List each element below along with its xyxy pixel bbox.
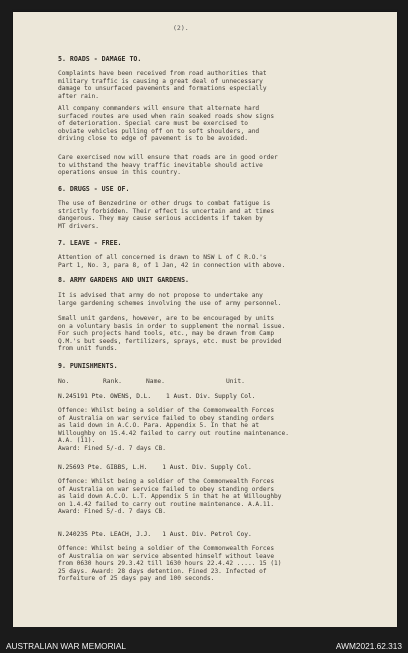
section-7-paragraph-1: Attention of all concerned is drawn to NSW L of C R.O.'s Part 1, No. 3, para 8, of 1 Jan, 42 in connection with above. <box>58 254 286 269</box>
section-6-heading: 6. DRUGS - USE OF. <box>58 185 130 193</box>
footer-reference-number: AWM2021.62.313 <box>335 641 402 651</box>
section-5-heading: 5. ROADS - DAMAGE TO. <box>58 55 142 63</box>
punishment-entry-1-line: N.245191 Pte. OWENS, D.L. 1 Aust. Div. Supply Col. <box>58 393 256 400</box>
archive-footer <box>0 627 408 653</box>
punishment-entry-2-line: N.25693 Pte. GIBBS, L.H. 1 Aust. Div. Supply Col. <box>58 464 252 471</box>
section-5-paragraph-2: All company commanders will ensure that alternate hard surfaced routes are used when rain soaked roads show signs of deterioration. Special care must be exercised to obviate vehicles pulling off on to soft shoulders, and driving close to edge of pavement is to be avoided. <box>58 105 275 143</box>
footer-institution: AUSTRALIAN WAR MEMORIAL <box>6 641 127 651</box>
punishment-entry-2-text: Offence: Whilst being a soldier of the Commonwealth Forces of Australia on war service failed to obey standing orders as laid down A.C.O. L.T. Appendix 5 in that he at Willoughby on 1.4.42 failed to carry out routine maintenance. A.A.11. Award: Fined 5/-d. 7 days CB. <box>58 478 282 516</box>
section-8-paragraph-1: It is advised that army do not propose to undertake any large gardening schemes involving the use of army personnel. <box>58 292 282 307</box>
section-9-heading: 9. PUNISHMENTS. <box>58 362 118 370</box>
punishment-entry-1-text: Offence: Whilst being a soldier of the Commonwealth Forces of Australia on war service failed to obey standing orders as laid down in A.C.O. Para. Appendix 5. In that he at Willoughby on 15.4.42 failed to carry out routine maintenance. A.A. (11). Award: Fined 5/-d. 7 days CB. <box>58 407 289 452</box>
punishment-column-headers <box>58 378 348 388</box>
section-5-paragraph-3: Care exercised now will ensure that roads are in good order to withstand the heavy traffic inevitable should active operations ensue in this country. <box>58 154 278 177</box>
section-8-paragraph-2: Small unit gardens, however, are to be encouraged by units on a voluntary basis in order to supplement the normal issue. For such projects hand tools, etc., may be drawn from Camp Q.M.'s but seeds, fertilizers, sprays, etc. must be provided from unit funds. <box>58 315 286 353</box>
column-header-name: Name. <box>146 378 165 385</box>
column-header-no: No. <box>58 378 70 385</box>
punishment-entry-3-line: N.240235 Pte. LEACH, J.J. 1 Aust. Div. Petrol Coy. <box>58 531 252 538</box>
section-7-heading: 7. LEAVE - FREE. <box>58 239 122 247</box>
page-number: (2). <box>173 24 189 32</box>
column-header-unit: Unit. <box>226 378 245 385</box>
section-5-paragraph-1: Complaints have been received from road authorities that military traffic is causing a great deal of unnecessary damage to unsurfaced pavements and formations especially after rain. <box>58 70 267 100</box>
column-header-rank: Rank. <box>103 378 122 385</box>
document-page <box>13 12 397 627</box>
punishment-entry-3-text: Offence: Whilst being a soldier of the Commonwealth Forces of Australia on war service absented himself without leave from 0630 hours 29.3.42 till 1630 hours 22.4.42 ..... 15 (1) 25 days. Award: 28 days detention. Fined 23. Infected of forfeiture of 25 days pay and 100 seconds. <box>58 545 282 583</box>
section-6-paragraph-1: The use of Benzedrine or other drugs to combat fatigue is strictly forbidden. Their effect is uncertain and at times dangerous. They may cause serious accidents if taken by MT drivers. <box>58 200 275 230</box>
section-8-heading: 8. ARMY GARDENS AND UNIT GARDENS. <box>58 276 190 284</box>
